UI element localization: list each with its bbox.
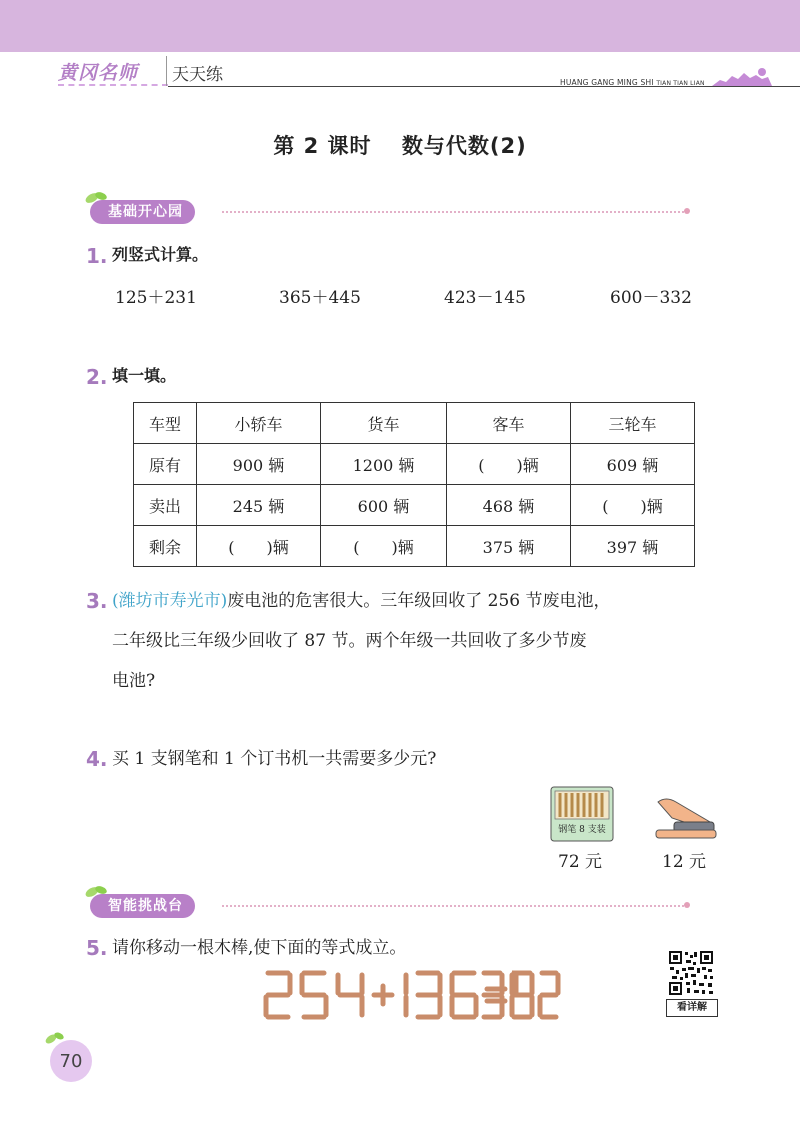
- table-cell: 卖出: [134, 485, 197, 526]
- pen-box-label: 钢笔 8 支装: [558, 825, 606, 835]
- table-cell: 原有: [134, 444, 197, 485]
- header-divider: [166, 56, 167, 86]
- section-badge-basic: 基础开心园: [90, 200, 195, 224]
- question-text: 买 1 支钢笔和 1 个订书机一共需要多少元?: [112, 749, 437, 769]
- table-row: [134, 444, 695, 485]
- table-cell-blank[interactable]: ( )辆: [447, 444, 571, 485]
- question-text: 列竖式计算。: [112, 245, 209, 264]
- table-cell: 468 辆: [447, 485, 571, 526]
- section-dot: [684, 902, 690, 908]
- section-dotline: [222, 211, 684, 213]
- table-header-row: [134, 403, 695, 444]
- question-text: 二年级比三年级少回收了 87 节。两个年级一共回收了多少节废: [112, 631, 587, 651]
- header-band: [0, 0, 800, 52]
- question-number: 3.: [86, 589, 108, 613]
- vehicle-table: [133, 402, 695, 567]
- question-line: [112, 584, 611, 618]
- lesson-title: 第 2 课时 数与代数(2): [273, 134, 527, 158]
- matchstick-result-digits: [478, 968, 562, 1024]
- expression: 125＋231: [115, 288, 197, 308]
- question-number: 4.: [86, 747, 108, 771]
- brand-underline: [58, 84, 168, 86]
- table-row: [134, 485, 695, 526]
- pen-price: 72 元: [558, 852, 603, 872]
- qr-label[interactable]: 看详解: [666, 999, 718, 1017]
- table-cell: 小轿车: [197, 403, 321, 444]
- table-cell: 375 辆: [447, 526, 571, 567]
- brand-logo-text: 黄冈名师: [58, 62, 139, 84]
- table-cell: 600 辆: [321, 485, 447, 526]
- section-dotline: [222, 905, 684, 907]
- table-cell: 车型: [134, 403, 197, 444]
- expression: 423－145: [444, 288, 526, 308]
- question-text: 电池?: [112, 671, 156, 691]
- question-number: 5.: [86, 936, 108, 960]
- question-text: 请你移动一根木棒,使下面的等式成立。: [112, 938, 407, 958]
- header-subtitle: 天天练: [172, 65, 223, 85]
- question-text: 废电池的危害很大。三年级回收了 256 节废电池，: [227, 591, 611, 611]
- header-rule: [168, 86, 800, 87]
- table-cell: 397 辆: [571, 526, 695, 567]
- table-cell: 剩余: [134, 526, 197, 567]
- table-cell: 609 辆: [571, 444, 695, 485]
- table-cell-blank[interactable]: ( )辆: [321, 526, 447, 567]
- expression: 600－332: [610, 288, 692, 308]
- question-source: (潍坊市寿光市): [112, 591, 228, 611]
- page-number: 70: [50, 1040, 92, 1082]
- table-cell: 客车: [447, 403, 571, 444]
- question-text: 填一填。: [112, 366, 177, 385]
- stapler-icon: [652, 796, 718, 842]
- question-number: 2.: [86, 365, 108, 389]
- header-pinyin: [560, 78, 705, 87]
- expression: 365＋445: [279, 288, 361, 308]
- table-cell-blank[interactable]: ( )辆: [197, 526, 321, 567]
- pinyin-main: HUANG GANG MING SHI: [560, 78, 654, 87]
- table-cell: 货车: [321, 403, 447, 444]
- question-number: 1.: [86, 244, 108, 268]
- section-dot: [684, 208, 690, 214]
- table-row: [134, 526, 695, 567]
- skyline-icon: [712, 66, 772, 86]
- table-cell-blank[interactable]: ( )辆: [571, 485, 695, 526]
- section-badge-challenge: 智能挑战台: [90, 894, 195, 918]
- stapler-price: 12 元: [662, 852, 707, 872]
- table-cell: 三轮车: [571, 403, 695, 444]
- qr-code-icon[interactable]: [668, 950, 714, 996]
- table-cell: 900 辆: [197, 444, 321, 485]
- table-cell: 245 辆: [197, 485, 321, 526]
- table-cell: 1200 辆: [321, 444, 447, 485]
- pinyin-small: TIAN TIAN LIAN: [656, 80, 705, 87]
